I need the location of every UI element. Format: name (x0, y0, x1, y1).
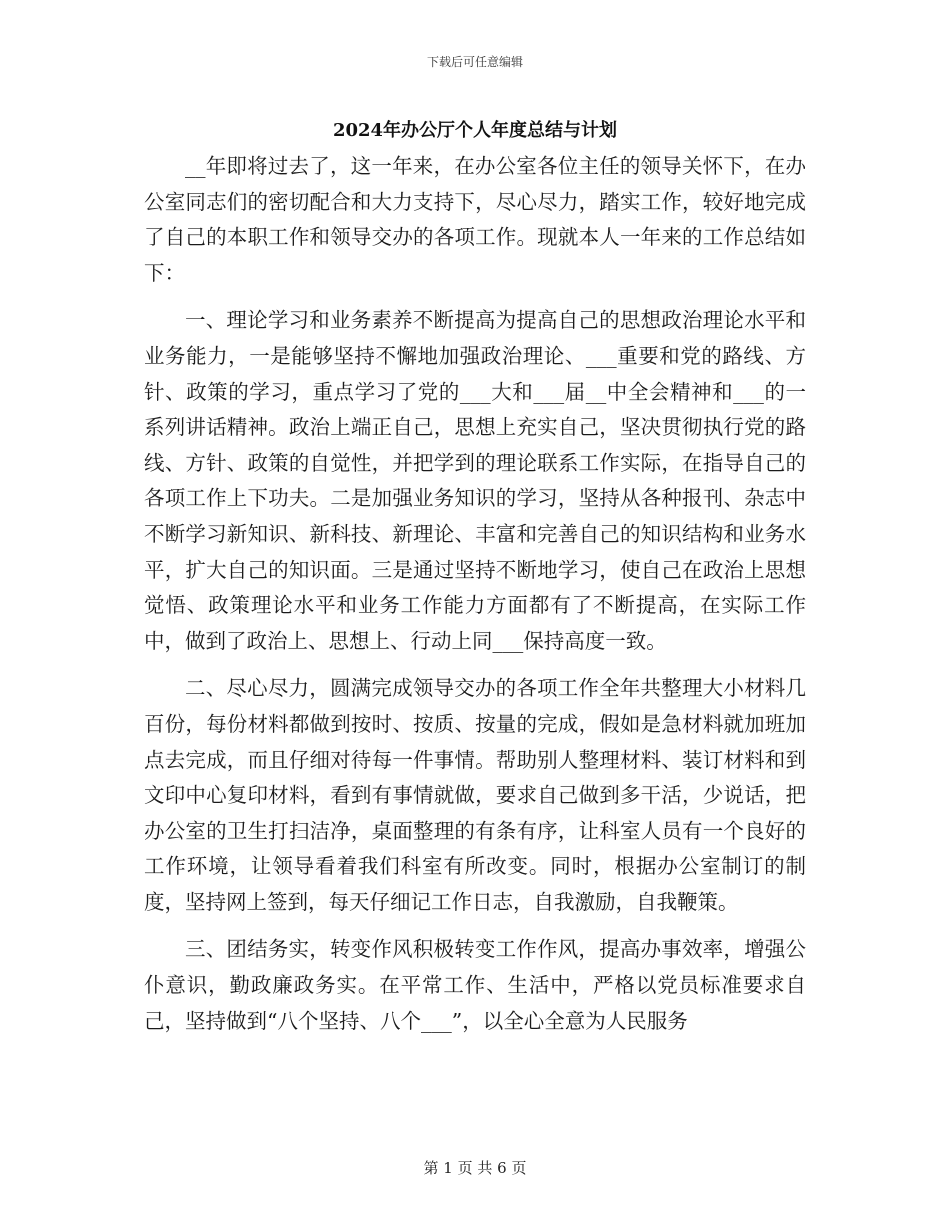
document-body (144, 149, 806, 1039)
header-note: 下载后可任意编辑 (426, 55, 523, 69)
paragraph-section-2: 二、尽心尽力，圆满完成领导交办的各项工作全年共整理大小材料几百份，每份材料都做到按时、按质、按量的完成，假如是急材料就加班加点去完成，而且仔细对待每一件事情。帮助别人整理材料、装订材料和到文印中心复印材料，看到有事情就做，要求自己做到多干活，少说话，把办公室的卫生打扫洁净，桌面整理的有条有序，让科室人员有一个良好的工作环境，让领导看着我们科室有所改变。同时，根据办公室制订的制度，坚持网上签到，每天仔细记工作日志，自我激励，自我鞭策。 (144, 676, 806, 914)
paragraph-section-1: 一、理论学习和业务素养不断提高为提高自己的思想政治理论水平和业务能力，一是能够坚持不懈地加强政治理论、___重要和党的路线、方针、政策的学习，重点学习了党的___大和___届__中全会精神和___的一系列讲话精神。政治上端正自己，思想上充实自己，坚决贯彻执行党的路线、方针、政策的自觉性，并把学到的理论联系工作实际，在指导自己的各项工作上下功夫。二是加强业务知识的学习，坚持从各种报刊、杂志中不断学习新知识、新科技、新理论、丰富和完善自己的知识结构和业务水平，扩大自己的知识面。三是通过坚持不断地学习，使自己在政治上思想觉悟、政策理论水平和业务工作能力方面都有了不断提高，在实际工作中，做到了政治上、思想上、行动上同___保持高度一致。 (144, 308, 806, 653)
paragraph-section-3: 三、团结务实，转变作风积极转变工作作风，提高办事效率，增强公仆意识，勤政廉政务实。在平常工作、生活中，严格以党员标准要求自己，坚持做到“八个坚持、八个___”，以全心全意为人民服务 (144, 937, 806, 1033)
document-title: 2024年办公厅个人年度总结与计划 (332, 120, 618, 141)
paragraph-intro: __年即将过去了，这一年来，在办公室各位主任的领导关怀下，在办公室同志们的密切配合和大力支持下，尽心尽力，踏实工作，较好地完成了自己的本职工作和领导交办的各项工作。现就本人一年来的工作总结如下： (144, 154, 806, 285)
page-number: 第 1 页 共 6 页 (423, 1159, 527, 1177)
